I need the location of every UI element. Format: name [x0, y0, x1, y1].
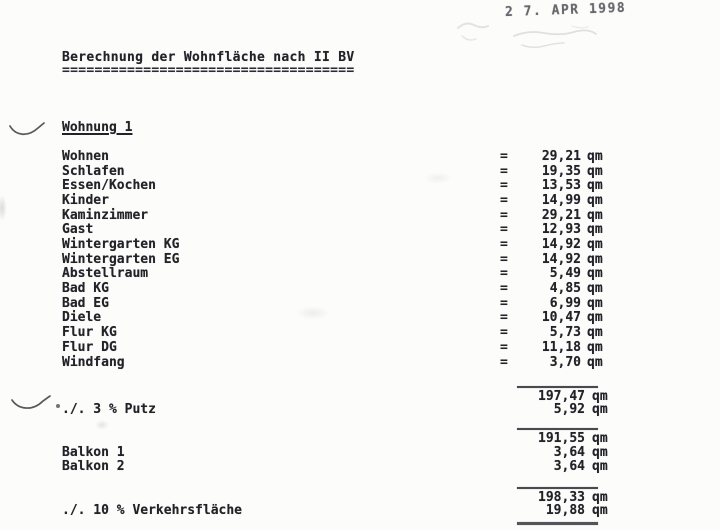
area-unit: qm [587, 237, 603, 253]
room-area-value: 13,53 [541, 178, 581, 194]
room-area-value: 5,73 [549, 325, 581, 341]
document-title: Berechnung der Wohnfläche nach II BV [62, 50, 355, 65]
section-heading: Wohnung 1 [62, 120, 133, 135]
room-label: Flur DG [62, 339, 117, 355]
handwritten-checkmark [8, 120, 46, 142]
room-row [0, 340, 720, 355]
equals-sign: = [500, 163, 508, 179]
verkehrsflaeche-row [0, 503, 720, 518]
area-unit: qm [587, 281, 603, 297]
room-area-value: 3,70 [549, 354, 581, 370]
area-unit: qm [587, 354, 603, 370]
room-area-value: 29,21 [541, 207, 581, 223]
room-row [0, 252, 720, 267]
faint-stamp-scribble [452, 14, 622, 54]
area-unit: qm [592, 459, 608, 474]
equals-sign: = [500, 178, 508, 194]
equals-sign: = [500, 237, 508, 253]
room-label: Bad KG [62, 281, 109, 297]
room-label: Wintergarten KG [62, 237, 180, 253]
balkon-row [0, 459, 720, 474]
subtotal-value: 198,33 [538, 490, 585, 505]
area-unit: qm [587, 251, 603, 267]
balkon-label: Balkon 2 [62, 459, 125, 474]
balkon-row [0, 445, 720, 460]
room-row [0, 193, 720, 208]
subtotal-row [0, 431, 720, 446]
balkon-value: 3,64 [553, 445, 585, 460]
equals-sign: = [500, 222, 508, 238]
putz-row [0, 402, 720, 417]
room-label: Abstellraum [62, 266, 149, 282]
area-unit: qm [592, 389, 608, 404]
area-unit: qm [587, 339, 603, 355]
room-row [0, 296, 720, 311]
room-area-value: 5,49 [549, 266, 581, 282]
scan-smudge [95, 420, 109, 430]
room-row [0, 208, 720, 223]
room-label: Windfang [62, 354, 125, 370]
area-unit: qm [587, 163, 603, 179]
area-unit: qm [592, 402, 608, 417]
room-label: Kinder [62, 193, 109, 209]
room-row [0, 178, 720, 193]
room-label: Flur KG [62, 325, 117, 341]
equals-sign: = [500, 149, 508, 164]
balkon-value: 3,64 [553, 459, 585, 474]
area-unit: qm [587, 178, 603, 194]
equals-sign: = [500, 207, 508, 223]
verkehrsflaeche-value: 19,88 [545, 503, 585, 518]
room-row [0, 237, 720, 252]
room-label: Kaminzimmer [62, 207, 149, 223]
area-unit: qm [592, 490, 608, 505]
sum-rule [517, 522, 598, 525]
room-row [0, 222, 720, 237]
equals-sign: = [500, 281, 508, 297]
balkon-label: Balkon 1 [62, 445, 125, 460]
room-label: Gast [62, 222, 94, 238]
room-row [0, 149, 720, 164]
area-unit: qm [587, 222, 603, 238]
room-row [0, 164, 720, 179]
room-row [0, 355, 720, 370]
equals-sign: = [500, 339, 508, 355]
room-area-value: 19,35 [541, 163, 581, 179]
verkehrsflaeche-label: ./. 10 % Verkehrsfläche [62, 503, 243, 518]
room-area-value: 10,47 [541, 310, 581, 326]
area-unit: qm [587, 310, 603, 326]
room-label: Bad EG [62, 295, 109, 311]
room-row [0, 310, 720, 325]
equals-sign: = [500, 295, 508, 311]
equals-sign: = [500, 266, 508, 282]
room-label: Diele [62, 310, 102, 326]
area-unit: qm [587, 295, 603, 311]
area-unit: qm [587, 325, 603, 341]
room-label: Wohnen [62, 149, 109, 164]
room-label: Wintergarten EG [62, 251, 180, 267]
area-unit: qm [587, 207, 603, 223]
room-area-value: 11,18 [541, 339, 581, 355]
equals-sign: = [500, 354, 508, 370]
sum-rule [517, 386, 598, 388]
area-unit: qm [592, 431, 608, 446]
room-row [0, 266, 720, 281]
room-area-value: 14,92 [541, 251, 581, 267]
title-underline: ==================================== [62, 63, 355, 78]
subtotal-value: 191,55 [538, 431, 585, 446]
equals-sign: = [500, 310, 508, 326]
sum-rule [517, 487, 598, 489]
room-row [0, 325, 720, 340]
equals-sign: = [500, 251, 508, 267]
subtotal-value: 197,47 [538, 389, 585, 404]
putz-label: ./. 3 % Putz [62, 402, 156, 417]
area-unit: qm [587, 266, 603, 282]
room-area-value: 14,92 [541, 237, 581, 253]
room-area-value: 6,99 [549, 295, 581, 311]
room-label: Essen/Kochen [62, 178, 156, 194]
room-area-value: 12,93 [541, 222, 581, 238]
putz-value: 5,92 [553, 402, 585, 417]
area-unit: qm [587, 193, 603, 209]
room-area-value: 4,85 [549, 281, 581, 297]
equals-sign: = [500, 325, 508, 341]
equals-sign: = [500, 193, 508, 209]
sum-rule [517, 428, 598, 430]
date-stamp: 2 7. APR 1998 [504, 0, 627, 21]
area-unit: qm [592, 503, 608, 518]
room-label: Schlafen [62, 163, 125, 179]
room-area-value: 29,21 [541, 149, 581, 164]
area-unit: qm [592, 445, 608, 460]
area-unit: qm [587, 149, 603, 164]
room-row [0, 281, 720, 296]
room-area-value: 14,99 [541, 193, 581, 209]
